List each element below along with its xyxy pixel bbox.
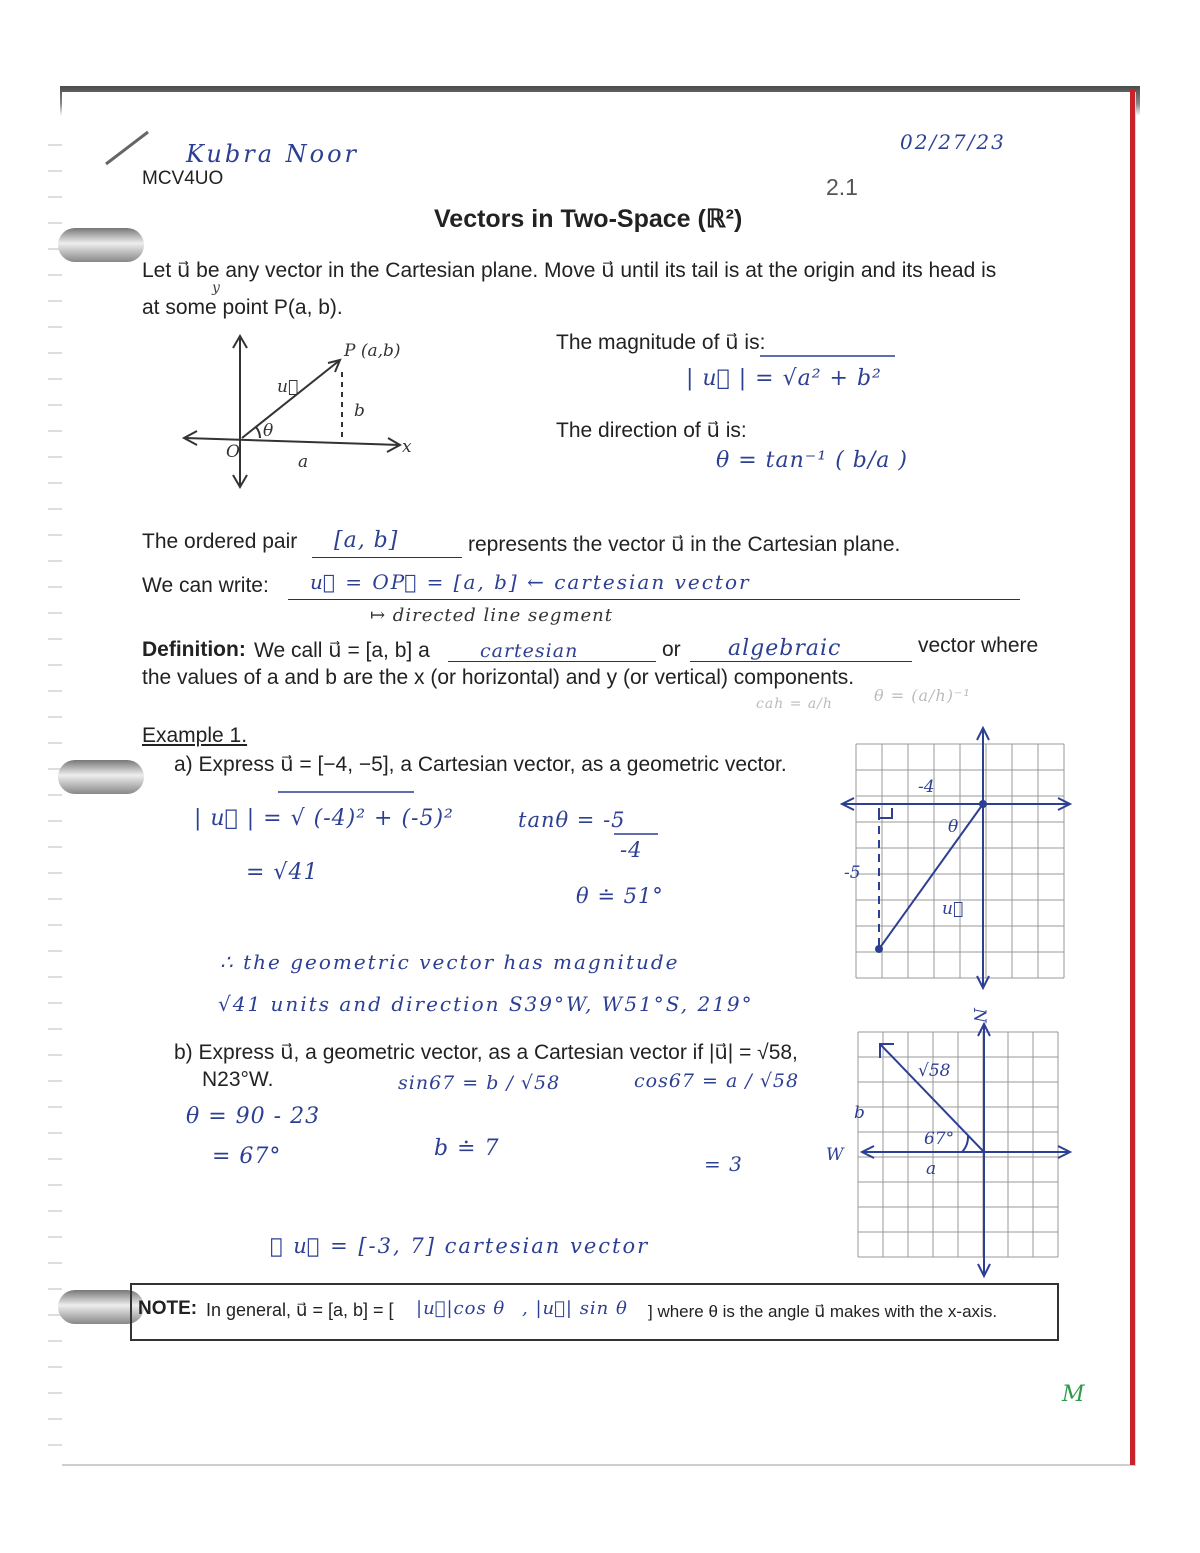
note-hw-1: |u⃗|cos θ	[416, 1298, 506, 1319]
definition-label: Definition:	[142, 638, 246, 661]
a-tan-line-2: -4	[620, 838, 643, 862]
graph-a-label-y: -5	[844, 863, 861, 883]
ordered-pair-suffix: represents the vector u⃗ in the Cartesian plane.	[468, 533, 901, 556]
note-text-2: ] where θ is the angle u⃗ makes with the x-axis.	[648, 1302, 998, 1321]
we-can-write-label: We can write:	[142, 574, 269, 597]
ordered-pair-answer: [a, b]	[334, 528, 399, 553]
label-O: O	[226, 442, 240, 462]
magnitude-label: The magnitude of u⃗ is:	[556, 331, 766, 354]
binder-ring	[58, 760, 144, 794]
graph-part-b	[822, 1008, 1072, 1268]
b-theta-2: = 67°	[212, 1144, 282, 1169]
student-name: Kubra Noor	[186, 140, 360, 168]
graph-a-label-theta: θ	[948, 817, 959, 837]
graph-part-a	[842, 728, 1072, 988]
course-code: MCV4UO	[142, 168, 224, 189]
a-conclusion-1: ∴ the geometric vector has magnitude	[220, 950, 680, 974]
definition-answer-2: algebraic	[728, 636, 842, 661]
note-text-1: In general, u⃗ = [a, b] = [	[206, 1300, 394, 1320]
we-can-write-answer: u⃗ = OP⃗ = [a, b] ← cartesian vector	[310, 570, 751, 594]
intro-line-1: Let u⃗ be any vector in the Cartesian plane. Move u⃗ until its tail is at the origin and its head is	[142, 259, 997, 282]
part-b-prompt-1: b) Express u⃗, a geometric vector, as a Cartesian vector if |u⃗| = √58,	[174, 1041, 798, 1064]
hw-y: y	[212, 280, 221, 296]
direction-answer: θ = tan⁻¹ ( b/a )	[716, 448, 908, 473]
a-tan-line-1: tanθ = -5	[518, 808, 626, 832]
label-b: b	[354, 401, 365, 421]
ordered-pair-blank	[312, 556, 462, 558]
teacher-initials: M	[1062, 1382, 1086, 1407]
graph-a-label-x: -4	[918, 777, 935, 797]
sqrt-bar	[278, 790, 428, 800]
definition-text-2: vector where	[918, 634, 1039, 657]
definition-text-1: We call u⃗ = [a, b] a	[254, 639, 430, 662]
graph-b-label-67: 67°	[924, 1129, 955, 1149]
definition-line-2: the values of a and b are the x (or horizontal) and y (or vertical) components.	[142, 666, 855, 689]
a-conclusion-2: √41 units and direction S39°W, W51°S, 219°	[218, 992, 754, 1016]
graph-b-label-a: a	[926, 1159, 937, 1179]
note-label: NOTE:	[138, 1298, 198, 1319]
vector-diagram	[180, 330, 440, 490]
we-can-write-blank	[288, 598, 1020, 600]
graph-b-label-sqrt58: √58	[918, 1061, 951, 1081]
b-b-value: b ≐ 7	[434, 1136, 500, 1161]
a-theta: θ ≐ 51°	[576, 884, 664, 908]
b-sin: sin67 = b / √58	[398, 1072, 561, 1094]
a-magnitude-line-2: = √41	[246, 860, 319, 885]
b-conclusion: ∴ u⃗ = [-3, 7] cartesian vector	[270, 1234, 650, 1258]
a-magnitude-line-1: | u⃗ | = √ (-4)² + (-5)²	[194, 806, 454, 831]
label-x: x	[402, 437, 412, 457]
page-title: Vectors in Two-Space (ℝ²)	[434, 205, 743, 233]
magnitude-answer: | u⃗ | = √a² + b²	[686, 366, 882, 391]
b-a-value: = 3	[704, 1152, 743, 1176]
faint-cah-note: cah = a/h	[756, 696, 833, 712]
section-number: 2.1	[826, 174, 858, 200]
definition-answer-1: cartesian	[480, 640, 579, 662]
note-hw-2: , |u⃗| sin θ	[522, 1298, 628, 1319]
date: 02/27/23	[900, 130, 1006, 154]
sqrt-bar	[760, 354, 900, 364]
graph-b-label-N: N	[969, 1008, 989, 1023]
graph-b-label-b: b	[854, 1103, 865, 1123]
b-theta-1: θ = 90 - 23	[186, 1104, 321, 1129]
graph-b-label-W: W	[826, 1145, 844, 1165]
binder-ring	[58, 228, 144, 262]
part-b-prompt-2: N23°W.	[202, 1068, 274, 1091]
label-theta: θ	[263, 421, 274, 441]
definition-or: or	[662, 638, 681, 661]
part-a-prompt: a) Express u⃗ = [−4, −5], a Cartesian vector, as a geometric vector.	[174, 753, 787, 776]
directed-line-note: ↦ directed line segment	[370, 605, 613, 626]
red-edge	[1130, 90, 1135, 1465]
label-P: P (a,b)	[344, 341, 401, 361]
ordered-pair-prefix: The ordered pair	[142, 530, 298, 553]
example-heading: Example 1.	[142, 724, 248, 747]
label-u: u⃗	[277, 377, 299, 397]
b-cos: cos67 = a / √58	[634, 1070, 800, 1092]
graph-a-label-u: u⃗	[942, 899, 964, 919]
label-a: a	[298, 452, 309, 472]
intro-line-2: at some point P(a, b).	[142, 296, 343, 319]
faint-theta-note: θ = (a/h)⁻¹	[874, 686, 971, 705]
direction-label: The direction of u⃗ is:	[556, 419, 747, 442]
pencil-mark	[104, 128, 164, 168]
